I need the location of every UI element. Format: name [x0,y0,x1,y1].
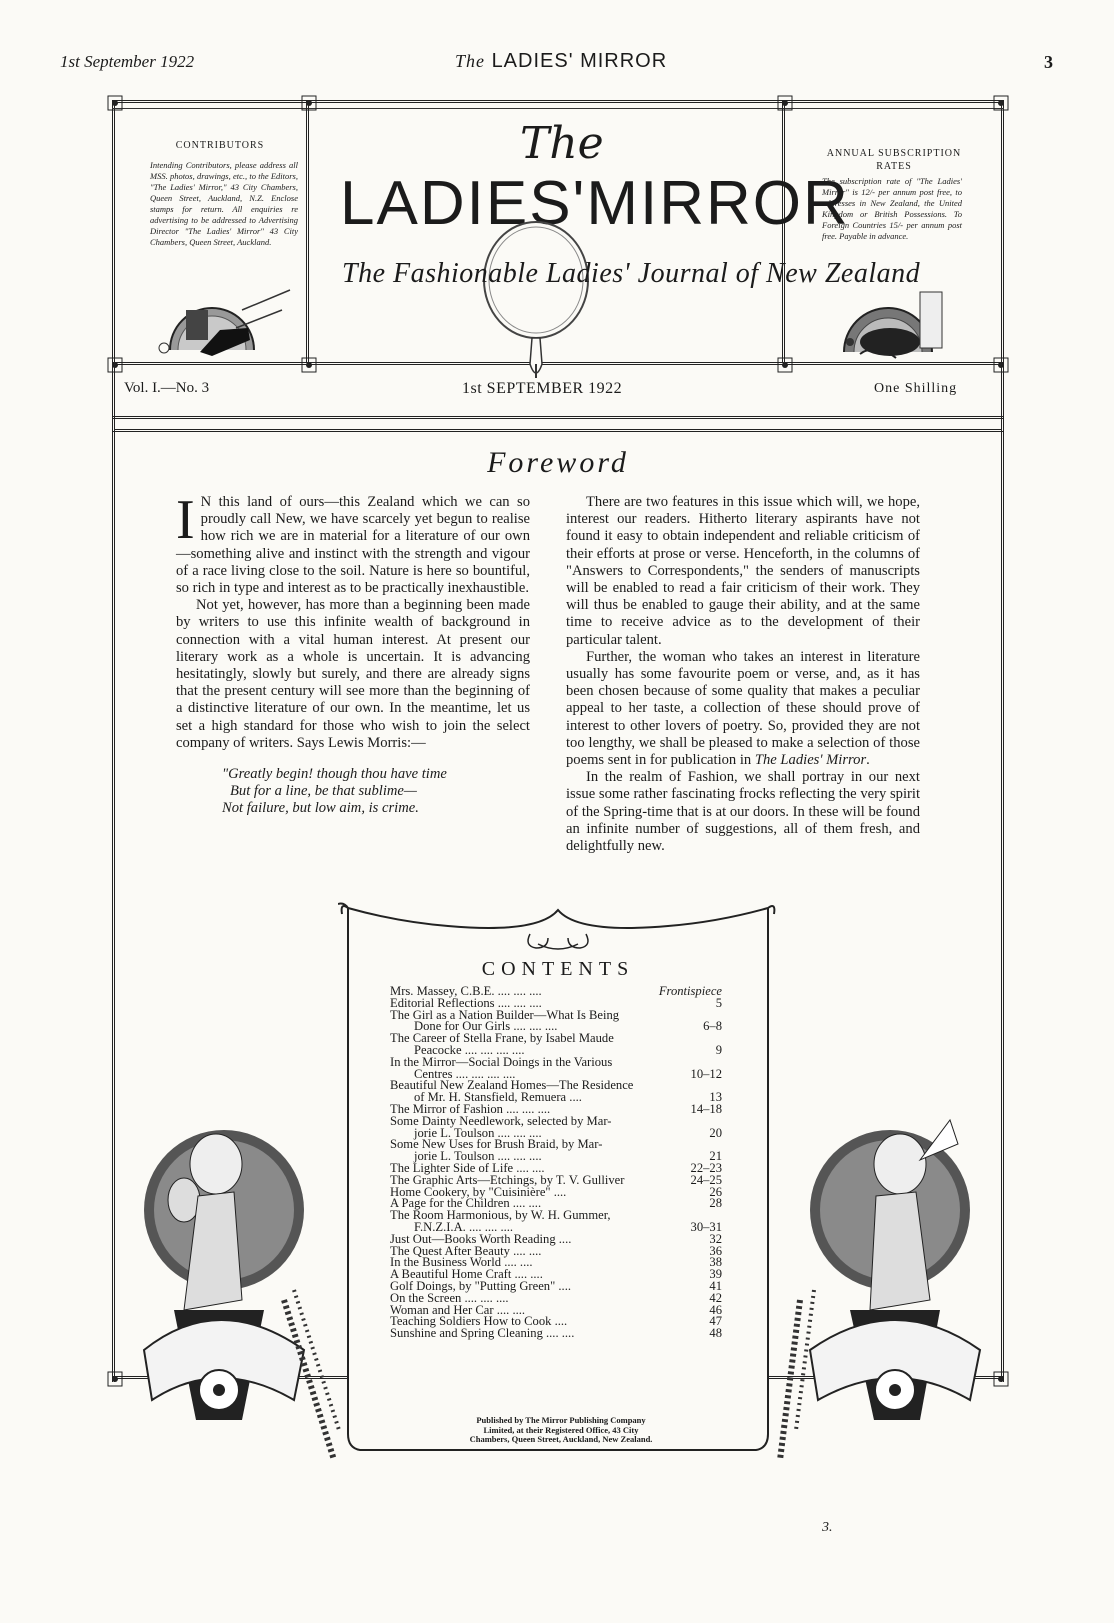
contributors-text: Intending Contributors, please address all MSS. photos, drawings, etc., to the Editors, "The Ladies' Mirror," 43 City Chambers, Queen Street, Auckland, N.Z. Enclose stamps for return. All enquiries re advertising to be addressed to Advertising Director "The Ladies' Mirror" 43 City Chambers, Queen Street, Auckland. [150,160,298,247]
contents-page: 24–25 [690,1172,722,1187]
contents-page: 38 [709,1255,722,1270]
contents-page: 20 [709,1125,722,1140]
contents-page: 14–18 [690,1101,722,1116]
foreword-paragraph [176,489,530,597]
corner-ornament-tr [992,94,1010,112]
masthead-top-rule [112,108,1004,109]
price: One Shilling [874,381,958,396]
masthead-lower-rule [112,416,1004,419]
foreword-right-p2-text: Further, the woman who takes an interest in literature usually has some favourite poem or verse, and, as it has been chosen because of some quality that makes a peculiar appeal to her taste, a collection of these should prove of interest to other lovers of poetry. So, provided they are not too lengthy, we shall be pleased to make a selection of those poems sent in for publication in [566,648,920,769]
contents-title: Some Dainty Needlework, selected by Mar- [390,1113,612,1128]
contents-page: 36 [709,1243,722,1258]
contents-page: 9 [715,1042,722,1057]
volume-number: Vol. I.—No. 3 [124,380,210,396]
corner-ornament-bl [106,1370,124,1388]
contents-heading: CONTENTS [481,958,635,980]
lady-with-fan-illustration-right [770,1100,990,1480]
masthead-divider-left [306,100,309,362]
contents-title: The Mirror of Fashion .... .... .... [390,1101,551,1116]
poem-quote [222,766,530,818]
lady-with-mirror-illustration-left [124,1100,344,1480]
running-head-the: The [455,51,485,71]
contents-title: Woman and Her Car .... .... [390,1302,526,1317]
contents-page: 22–23 [690,1160,722,1175]
foreword-right-p2 [566,649,920,769]
contents-title: On the Screen .... .... .... [390,1290,509,1305]
contents-page: 13 [709,1090,722,1105]
corner-ornament-mr [992,356,1010,374]
contents-title: The Graphic Arts—Etchings, by T. V. Gulliver [390,1172,625,1187]
contents-page: 42 [709,1290,722,1305]
printer-mark: 3. [822,1520,833,1535]
contents-title: In the Business World .... .... [390,1255,533,1270]
contents-title: Beautiful New Zealand Homes—The Residence [390,1078,634,1093]
foreword-left-column [176,489,530,818]
running-head-main: LADIES' MIRROR [491,50,668,72]
contents-title: Some New Uses for Brush Braid, by Mar- [390,1137,603,1152]
contents-page: 5 [715,995,722,1010]
ornament-divider-left [300,94,318,112]
contents-page: 47 [709,1314,722,1329]
foreword-left-p2: Not yet, however, has more than a beginning been made by writers to use this infinite wealth of background in connection with a vital human interest. At present our literary work as a whole is uncertain. It is advancing hesitatingly, slowly but surely, and there are already signs that the present century will see more than the beginning of a distinctive literature of our own. In the meantime, let us set a high standard for those who wish to join the select company of writers. Says Lewis Morris:— [176,597,530,751]
contents-title: Sunshine and Spring Cleaning .... .... [390,1326,575,1341]
contents-title: The Room Harmonious, by W. H. Gummer, [390,1208,611,1223]
contents-page: Frontispiece [658,984,722,998]
corner-ornament-tl [106,94,124,112]
poem-line: "Greatly begin! though thou have time [222,766,447,783]
contents-page: 30–31 [690,1219,722,1234]
publisher-imprint: Published by The Mirror Publishing Company Limited, at their Registered Office, 43 City Chambers, Queen Street, Auckland, New Zealand. [469,1415,653,1445]
corner-ornament-ml [106,356,124,374]
foreword-left-p1: N this land of ours—this Zealand which we can so proudly call New, we have scarcely yet begun to realise how rich we are in material for a literature of our own—something alive and instinct with the strength and vigour of a race living close to the soil. Nature is here so bountiful, so rich in type and interest as to be practically inexhaustible. [176,494,530,597]
shoe-lamp-illustration [150,270,300,362]
contents-page: 48 [709,1326,722,1341]
tagline: The Fashionable Ladies' Journal of New Zealand [342,258,921,289]
corner-ornament-br [992,1370,1010,1388]
foreword-right-column [566,494,920,855]
contents-page: 41 [709,1278,722,1293]
contents-title: Peacocke .... .... .... .... [414,1042,525,1057]
contents-page: 46 [709,1302,722,1317]
magazine-title-italic: The Ladies' Mirror [754,752,867,769]
contents-title: Centres .... .... .... .... [414,1066,516,1081]
contents-title: Editorial Reflections .... .... .... [390,995,542,1010]
page-number: 3 [1044,52,1053,72]
ornament-divider-right [776,94,794,112]
hand-mirror-logo [478,214,598,394]
logo-title: LADIES'MIRROR [340,169,850,238]
contents-title: In the Mirror—Social Doings in the Various [390,1054,613,1069]
contents-row [390,1328,722,1340]
contents-page: 28 [709,1196,722,1211]
contents-title: Golf Doings, by "Putting Green" .... [390,1278,571,1293]
subscription-text: The subscription rate of "The Ladies' Mirror" is 12/- per annum post free, to addresses in New Zealand, the United Kingdom or British Possessions. To Foreign Countries 15/- per annum post free. Payable in advance. [822,176,962,241]
contents-title: Mrs. Massey, C.B.E. .... .... .... [390,984,542,998]
drop-cap: I [176,489,195,551]
running-head-date: 1st September 1922 [60,52,195,71]
foreword-title: Foreword [487,446,629,479]
ornament-divider-right-bottom [776,356,794,374]
contents-title: A Beautiful Home Craft .... .... [390,1267,543,1282]
contents-page: 6–8 [703,1019,722,1034]
contents-title: The Lighter Side of Life .... .... [390,1160,545,1175]
contents-title: A Page for the Children .... .... [390,1196,542,1211]
poem-line: Not failure, but low aim, is crime. [222,800,419,817]
poem-line: But for a line, be that sublime— [230,783,417,800]
contents-page: 32 [709,1231,722,1246]
logo-the: The [520,118,604,169]
contents-title: of Mr. H. Stansfield, Remuera .... [414,1090,582,1105]
contributors-heading: CONTRIBUTORS [175,140,265,151]
contents-title: Just Out—Books Worth Reading .... [390,1231,572,1246]
contents-page: 39 [709,1267,722,1282]
contents-title: The Quest After Beauty .... .... [390,1243,542,1258]
contents-page: 26 [709,1184,722,1199]
contents-title: Home Cookery, by "Cuisinière" .... [390,1184,567,1199]
contents-page: 21 [709,1149,722,1164]
contents-page: 10–12 [690,1066,722,1081]
ornament-divider-left-bottom [300,356,318,374]
contents-title: The Career of Stella Frane, by Isabel Maude [390,1031,614,1046]
contents-title: Done for Our Girls .... .... .... [414,1019,558,1034]
contents-title: Teaching Soldiers How to Cook .... [390,1314,568,1329]
subscription-heading: ANNUAL SUBSCRIPTION RATES [826,148,962,172]
contents-title: jorie L. Toulson .... .... .... [414,1149,542,1164]
running-head-title [455,50,667,73]
foreword-right-p1: There are two features in this issue which will, we hope, interest our readers. Hitherto literary aspirants have not found it easy to obtain independent and reliable criticism of their efforts at prose or verse. Henceforth, in the columns of "Answers to Correspondents," the senders of manuscripts will be enabled to read a fair criticism of their work. They will thus be enabled to gauge their ability, and at the same time to receive advice as to the development of their particular talent. [566,494,920,648]
contents-title: The Girl as a Nation Builder—What Is Being [390,1007,620,1022]
contents-title: jorie L. Toulson .... .... .... [414,1125,542,1140]
foreword-right-p3: In the realm of Fashion, we shall portray in our next issue some rather fascinating frocks reflecting the very spirit of the Spring-time that is at our doors. In these will be found an infinite number of suggestions, all of them fresh, and delightfully new. [566,769,920,855]
issue-date: 1st SEPTEMBER 1922 [462,380,623,397]
contents-title: F.N.Z.I.A. .... .... .... [414,1219,514,1234]
foreword-right-p2-end: . [866,752,870,769]
table-of-contents [390,986,722,1340]
